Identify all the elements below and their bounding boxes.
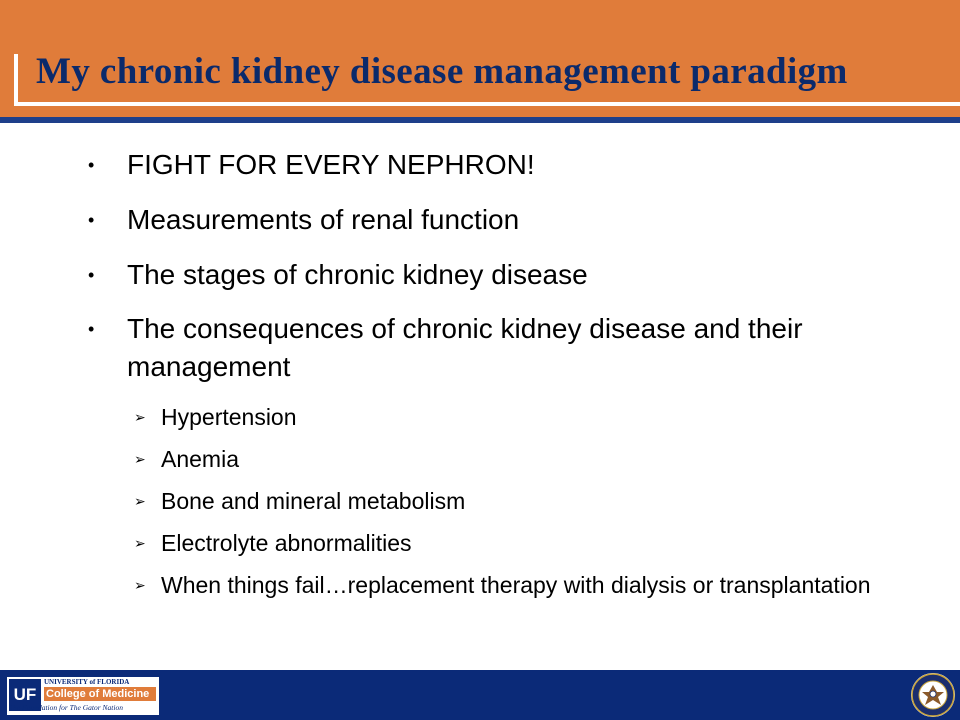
va-seal-icon	[910, 672, 956, 718]
bullet-text: FIGHT FOR EVERY NEPHRON!	[127, 149, 535, 180]
slide-footer	[0, 670, 960, 720]
arrow-bullet-icon: ➢	[134, 577, 146, 593]
slide-header	[0, 0, 960, 117]
sub-bullet-text: When things fail…replacement therapy with dialysis or transplantation	[161, 572, 871, 598]
tagline: The Foundation for The Gator Nation	[9, 703, 123, 712]
arrow-bullet-icon: ➢	[134, 535, 146, 551]
sub-bullet-text: Hypertension	[161, 404, 297, 430]
bullet-text: The stages of chronic kidney disease	[127, 259, 588, 290]
bullet-text: The consequences of chronic kidney disease and their management	[127, 313, 803, 382]
bullet-text: Measurements of renal function	[127, 204, 520, 235]
bullet-dot-icon: •	[88, 319, 95, 339]
bullet-dot-icon: •	[88, 265, 95, 285]
uf-college-logo	[6, 676, 160, 716]
sub-bullet-text: Anemia	[161, 446, 239, 472]
header-blue-rule	[0, 117, 960, 123]
sub-bullet-text: Bone and mineral metabolism	[161, 488, 466, 514]
bullet-dot-icon: •	[88, 210, 95, 230]
university-name: UNIVERSITY of FLORIDA	[44, 678, 130, 686]
bullet-dot-icon: •	[88, 155, 95, 175]
arrow-bullet-icon: ➢	[134, 493, 146, 509]
uf-monogram: UF	[9, 679, 41, 711]
college-name: College of Medicine	[44, 687, 156, 701]
arrow-bullet-icon: ➢	[134, 409, 146, 425]
sub-bullet-text: Electrolyte abnormalities	[161, 530, 412, 556]
arrow-bullet-icon: ➢	[134, 451, 146, 467]
slide-title: My chronic kidney disease management paradigm	[36, 51, 848, 92]
